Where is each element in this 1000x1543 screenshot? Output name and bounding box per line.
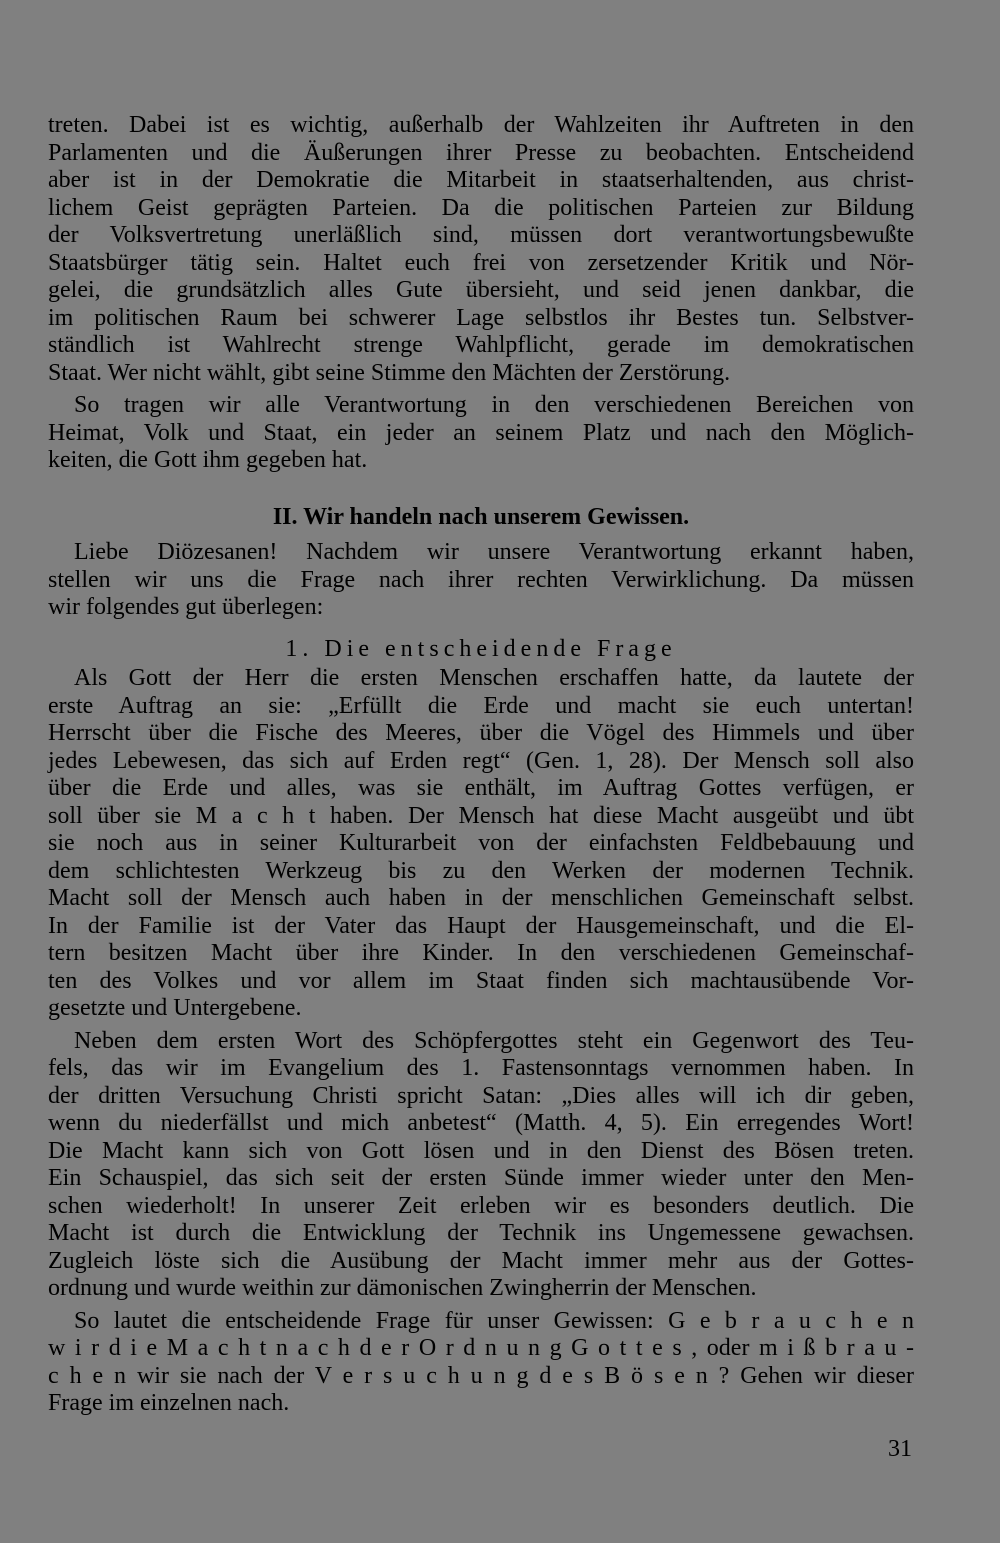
text-line: treten. Dabei ist es wichtig, außerhalb der Wahlzeiten ihr Auftreten in den xyxy=(48,112,914,138)
section-heading: II. Wir handeln nach unserem Gewissen. xyxy=(272,503,690,530)
text-line: ten des Volkes und vor allem im Staat finden sich machtausübende Vor- xyxy=(48,967,914,994)
text-line: Macht ist durch die Entwicklung der Technik ins Ungemessene gewachsen. xyxy=(48,1220,914,1246)
paragraph xyxy=(48,392,914,475)
text-line: fels, das wir im Evangelium des 1. Fastensonntags vernommen haben. In xyxy=(48,1055,914,1081)
text-line: der Volksvertretung unerläßlich sind, müssen dort verantwortungsbewußte xyxy=(48,222,914,248)
text-line: soll über sie M a c h t haben. Der Mensch hat diese Macht ausgeübt und übt xyxy=(48,802,914,829)
text-line: Herrscht über die Fische des Meeres, über die Vögel des Himmels und über xyxy=(48,720,914,746)
subsection-heading: 1. Die entscheidende Frage xyxy=(285,635,677,662)
text-line: jedes Lebewesen, das sich auf Erden regt“ (Gen. 1, 28). Der Mensch soll also xyxy=(48,747,914,774)
text-line: wenn du niederfällst und mich anbetest“ (Matth. 4, 5). Ein erregendes Wort! xyxy=(48,1110,914,1136)
text-line: gesetzte und Untergebene. xyxy=(48,995,302,1021)
text-line: Macht soll der Mensch auch haben in der menschlichen Gemeinschaft selbst. xyxy=(48,885,914,911)
text-line: Staatsbürger tätig sein. Haltet euch frei von zersetzender Kritik und Nör- xyxy=(48,249,914,276)
text-line: aber ist in der Demokratie die Mitarbeit in staatserhaltenden, aus christ- xyxy=(48,167,914,193)
text-line: So lautet die entscheidende Frage für unser Gewissen: G e b r a u c h e n xyxy=(74,1307,914,1334)
text-line: Zugleich löste sich die Ausübung der Macht immer mehr aus der Gottes- xyxy=(48,1247,914,1274)
text-line: Neben dem ersten Wort des Schöpfergottes steht ein Gegenwort des Teu- xyxy=(74,1027,914,1054)
text-line: über die Erde und alles, was sie enthält, im Auftrag Gottes verfügen, er xyxy=(48,775,914,801)
text-line: ständlich ist Wahlrecht strenge Wahlpflicht, gerade im demokratischen xyxy=(48,332,914,358)
paragraph xyxy=(48,539,914,622)
text-line: gelei, die grundsätzlich alles Gute übersieht, und seid jenen dankbar, die xyxy=(48,277,914,303)
text-line: tern besitzen Macht über ihre Kinder. In den verschiedenen Gemeinschaf- xyxy=(48,940,914,966)
text-line: In der Familie ist der Vater das Haupt der Hausgemeinschaft, und die El- xyxy=(48,912,914,939)
page-number: 31 xyxy=(888,1436,912,1462)
text-line: stellen wir uns die Frage nach ihrer rechten Verwirklichung. Da müssen xyxy=(48,566,914,593)
paragraph xyxy=(48,1308,914,1418)
text-line: ordnung und wurde weithin zur dämonischen Zwingherrin der Menschen. xyxy=(48,1275,757,1301)
text-line: Die Macht kann sich von Gott lösen und in den Dienst des Bösen treten. xyxy=(48,1137,914,1164)
text-line: lichem Geist geprägten Parteien. Da die politischen Parteien zur Bildung xyxy=(48,194,914,221)
text-line: erste Auftrag an sie: „Erfüllt die Erde und macht sie euch untertan! xyxy=(48,692,914,719)
text-line: Liebe Diözesanen! Nachdem wir unsere Verantwortung erkannt haben, xyxy=(74,539,914,565)
text-line: dem schlichtesten Werkzeug bis zu den Werken der modernen Technik. xyxy=(48,857,914,884)
text-line: wir folgendes gut überlegen: xyxy=(48,594,324,620)
text-line: im politischen Raum bei schwerer Lage selbstlos ihr Bestes tun. Selbstver- xyxy=(48,304,914,331)
paragraph xyxy=(48,1028,914,1303)
text-line: schen wiederholt! In unserer Zeit erleben wir es besonders deutlich. Die xyxy=(48,1192,914,1219)
paragraph xyxy=(48,112,914,387)
text-line: Frage im einzelnen nach. xyxy=(48,1390,290,1416)
body-text xyxy=(48,112,914,1423)
text-line: Staat. Wer nicht wählt, gibt seine Stimme den Mächten der Zerstörung. xyxy=(48,359,731,386)
text-line: keiten, die Gott ihm gegeben hat. xyxy=(48,447,368,473)
text-line: Als Gott der Herr die ersten Menschen erschaffen hatte, da lautete der xyxy=(74,665,914,691)
text-line: So tragen wir alle Verantwortung in den verschiedenen Bereichen von xyxy=(74,392,914,418)
paragraph xyxy=(48,665,914,1023)
text-line: der dritten Versuchung Christi spricht Satan: „Dies alles will ich dir geben, xyxy=(48,1082,914,1109)
text-line: Heimat, Volk und Staat, ein jeder an seinem Platz und nach den Möglich- xyxy=(48,419,914,446)
text-line: c h e n wir sie nach der V e r s u c h u n g d e s B ö s e n ? Gehen wir dieser xyxy=(48,1362,914,1389)
text-line: Ein Schauspiel, das sich seit der ersten Sünde immer wieder unter den Men- xyxy=(48,1165,914,1191)
text-line: Parlamenten und die Äußerungen ihrer Presse zu beobachten. Entscheidend xyxy=(48,139,914,166)
text-line: sie noch aus in seiner Kulturarbeit von der einfachsten Feldbebauung und xyxy=(48,830,914,856)
text-line: w i r d i e M a c h t n a c h d e r O r d n u n g G o t t e s , oder m i ß b r a u - xyxy=(48,1335,914,1361)
